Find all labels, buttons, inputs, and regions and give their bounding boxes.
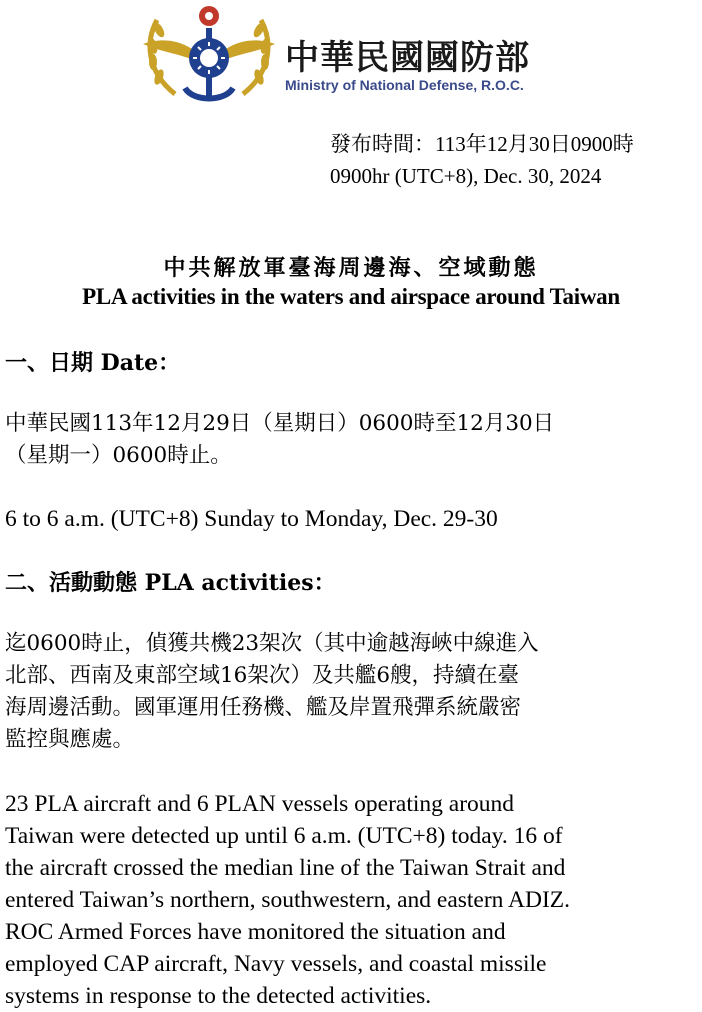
release-time-en: 0900hr (UTC+8), Dec. 30, 2024	[330, 164, 602, 188]
activities-line-zh: 北部、西南及東部空域16架次）及共艦6艘，持續在臺	[5, 663, 520, 688]
letterhead	[135, 2, 585, 114]
date-line-zh: 中華民國113年12月29日（星期日）0600時至12月30日	[5, 411, 555, 436]
activities-line-zh: 監控與應處。	[5, 727, 135, 752]
ministry-name-en: Ministry of National Defense, R.O.C.	[285, 77, 524, 93]
date-paragraph-en: 6 to 6 a.m. (UTC+8) Sunday to Monday, Dec. 29-30	[5, 506, 498, 532]
activities-paragraph-en	[5, 788, 702, 1012]
activities-line-en: the aircraft crossed the median line of the Taiwan Strait and	[5, 855, 566, 881]
activities-line-zh: 海周邊活動。國軍運用任務機、艦及岸置飛彈系統嚴密	[5, 695, 522, 720]
date-line-zh: （星期一）0600時止。	[5, 443, 232, 468]
activities-line-en: entered Taiwan’s northern, southwestern, and eastern ADIZ.	[5, 887, 571, 913]
activities-line-zh: 迄0600時止，偵獲共機23架次（其中逾越海峽中線進入	[5, 631, 539, 656]
page-title-en: PLA activities in the waters and airspace around Taiwan	[82, 284, 620, 309]
page-title-zh: 中共解放軍臺海周邊海、空域動態	[163, 256, 539, 281]
ministry-emblem-icon	[135, 2, 283, 114]
section-heading-date: 一、日期 Date：	[5, 350, 181, 376]
activities-line-en: systems in response to the detected activities.	[5, 983, 432, 1009]
date-paragraph-zh	[5, 408, 702, 472]
release-time	[330, 128, 702, 192]
activities-line-en: Taiwan were detected up until 6 a.m. (UTC+8) today. 16 of	[5, 823, 563, 849]
section-heading-activities: 二、活動動態 PLA activities：	[5, 570, 336, 596]
activities-line-en: ROC Armed Forces have monitored the situation and	[5, 919, 506, 945]
ministry-name-zh: 中華民國國防部	[285, 38, 530, 78]
activities-paragraph-zh	[5, 628, 702, 756]
activities-line-en: employed CAP aircraft, Navy vessels, and coastal missile	[5, 951, 547, 977]
activities-line-en: 23 PLA aircraft and 6 PLAN vessels operating around	[5, 791, 515, 817]
release-time-zh: 發布時間：113年12月30日0900時	[330, 132, 634, 156]
